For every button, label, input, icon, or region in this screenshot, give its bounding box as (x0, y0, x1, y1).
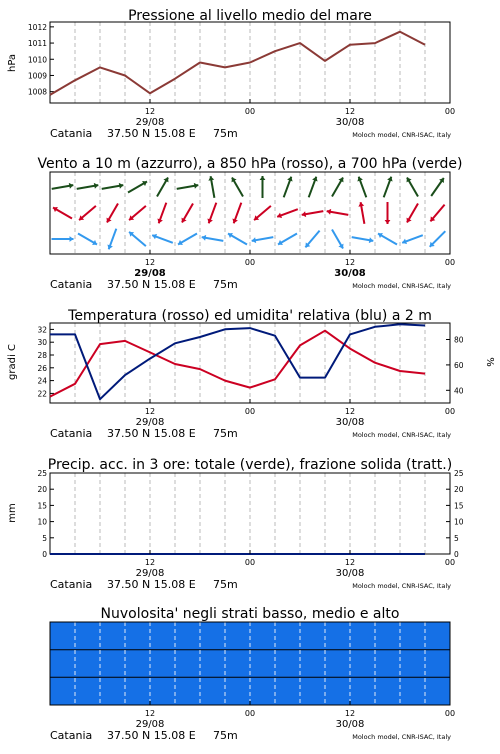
x-tick-label: 00 (244, 558, 256, 567)
y2-tick-label: 20 (454, 485, 464, 495)
humidity-ylabel: % (484, 357, 495, 367)
cloud-title: Nuvolosita' negli strati basso, medio e alto (100, 606, 400, 622)
y-tick-label: 20 (37, 485, 47, 495)
pressure-ylabel: hPa (7, 53, 18, 73)
y2-tick-label: 25 (454, 469, 464, 478)
location-name: Catania (50, 127, 93, 140)
date-label: 30/08 (335, 417, 365, 428)
x-tick-label: 12 (344, 107, 356, 116)
date-label: 30/08 (335, 719, 365, 730)
x-tick-label: 12 (344, 709, 356, 718)
date-label: 29/08 (134, 268, 166, 279)
y-tick-label: 25 (37, 469, 47, 478)
y2-tick-label: 10 (454, 517, 464, 527)
location-elevation: 75m (213, 127, 238, 140)
x-tick-label: 00 (244, 407, 256, 416)
location-name: Catania (50, 278, 93, 291)
location-coords: 37.50 N 15.08 E (107, 278, 196, 291)
location-name: Catania (50, 729, 93, 742)
model-credit: Moloch model, CNR-ISAC, Italy (352, 131, 451, 139)
date-label: 29/08 (135, 719, 165, 730)
y-tick-label: 1008 (27, 87, 47, 97)
y2-tick-label: 15 (454, 501, 464, 511)
location-coords: 37.50 N 15.08 E (107, 127, 196, 140)
y-tick-label: 1012 (27, 22, 47, 32)
x-tick-label: 12 (144, 709, 156, 718)
pressure-title: Pressione al livello medio del mare (128, 8, 372, 24)
temperature-ylabel: gradi C (7, 344, 18, 380)
y-tick-label: 26 (37, 363, 47, 373)
y2-tick-label: 80 (454, 335, 464, 345)
x-tick-label: 00 (444, 709, 456, 718)
date-label: 30/08 (335, 117, 365, 128)
x-tick-label: 00 (444, 107, 456, 116)
y-tick-label: 10 (37, 517, 47, 527)
x-tick-label: 00 (444, 258, 456, 267)
y-tick-label: 22 (37, 389, 47, 399)
location-elevation: 75m (213, 729, 238, 742)
location-coords: 37.50 N 15.08 E (107, 427, 196, 440)
x-tick-label: 12 (144, 407, 156, 416)
location-elevation: 75m (213, 427, 238, 440)
date-label: 29/08 (135, 568, 165, 579)
location-coords: 37.50 N 15.08 E (107, 578, 196, 591)
precip-ylabel: mm (7, 503, 18, 523)
x-tick-label: 00 (444, 407, 456, 416)
y-tick-label: 1011 (27, 39, 47, 49)
model-credit: Moloch model, CNR-ISAC, Italy (352, 282, 451, 290)
location-coords: 37.50 N 15.08 E (107, 729, 196, 742)
x-tick-label: 12 (144, 107, 156, 116)
y-tick-label: 32 (37, 325, 47, 335)
y-tick-label: 28 (37, 351, 47, 360)
date-label: 30/08 (335, 568, 365, 579)
x-tick-label: 00 (244, 709, 256, 718)
model-credit: Moloch model, CNR-ISAC, Italy (352, 431, 451, 439)
date-label: 29/08 (135, 117, 165, 128)
temperature-title: Temperatura (rosso) ed umidita' relativa (blu) a 2 m (68, 308, 432, 324)
y2-tick-label: 5 (454, 533, 459, 543)
model-credit: Moloch model, CNR-ISAC, Italy (352, 733, 451, 741)
y2-tick-label: 60 (454, 360, 464, 370)
y-tick-label: 30 (37, 338, 47, 348)
x-tick-label: 12 (144, 258, 156, 267)
y-tick-label: 1010 (27, 55, 47, 65)
y2-tick-label: 40 (454, 386, 464, 396)
x-tick-label: 12 (344, 258, 356, 267)
y2-tick-label: 0 (454, 550, 459, 559)
x-tick-label: 12 (144, 558, 156, 567)
location-name: Catania (50, 578, 93, 591)
date-label: 30/08 (334, 268, 366, 279)
x-tick-label: 00 (244, 258, 256, 267)
x-tick-label: 12 (344, 558, 356, 567)
y-tick-label: 24 (37, 376, 47, 386)
wind-title: Vento a 10 m (azzurro), a 850 hPa (rosso), a 700 hPa (verde) (37, 156, 463, 172)
x-tick-label: 00 (444, 558, 456, 567)
x-tick-label: 00 (244, 107, 256, 116)
x-tick-label: 12 (344, 407, 356, 416)
y-tick-label: 1009 (27, 71, 47, 81)
location-name: Catania (50, 427, 93, 440)
y-tick-label: 15 (37, 501, 47, 511)
date-label: 29/08 (135, 417, 165, 428)
precip-title: Precip. acc. in 3 ore: totale (verde), frazione solida (tratt.) (47, 457, 453, 473)
model-credit: Moloch model, CNR-ISAC, Italy (352, 582, 451, 590)
y-tick-label: 5 (42, 533, 47, 543)
location-elevation: 75m (213, 578, 238, 591)
location-elevation: 75m (213, 278, 238, 291)
y-tick-label: 0 (42, 550, 47, 559)
